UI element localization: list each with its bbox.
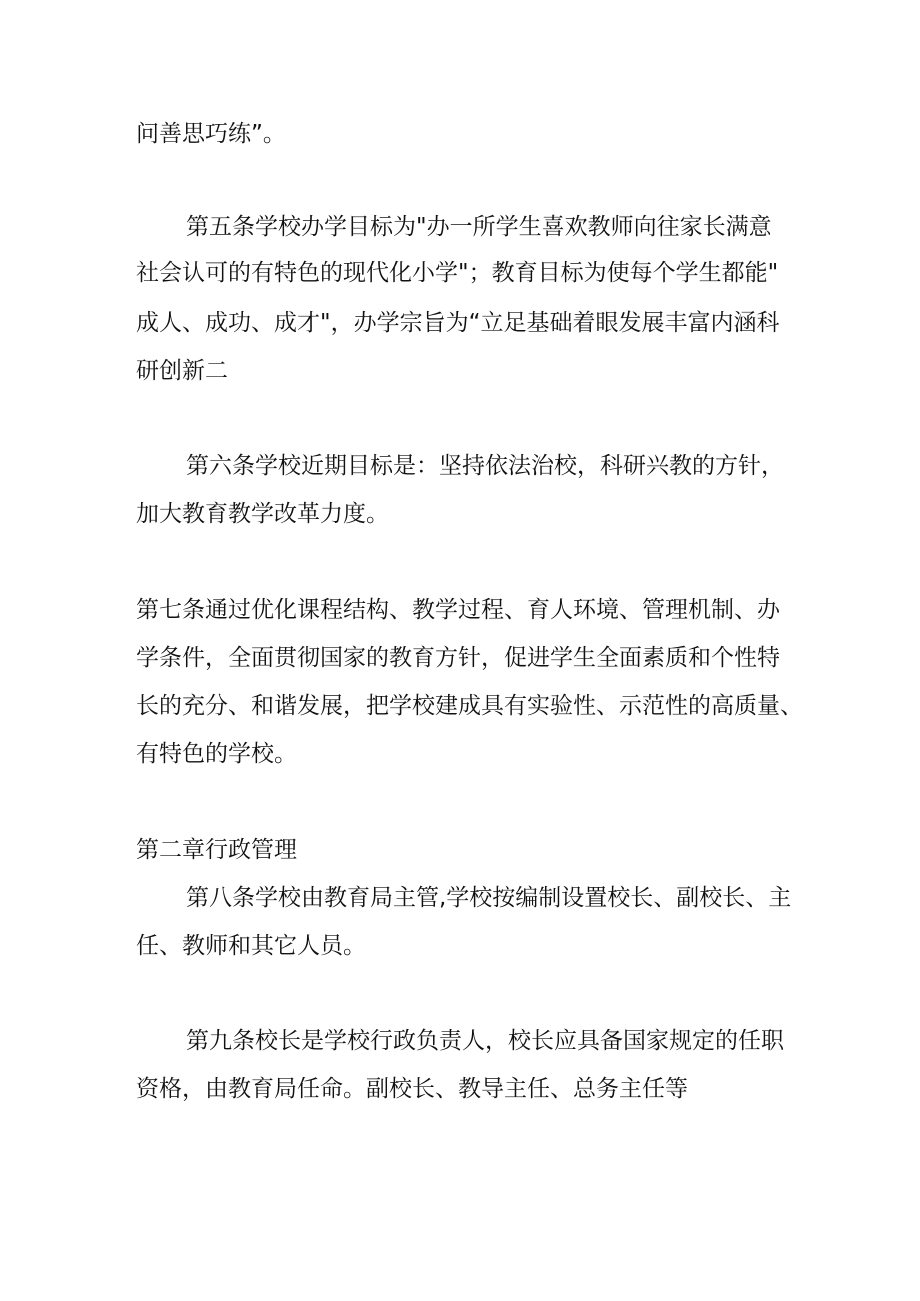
article-7-line-2: 学条件，全面贯彻国家的教育方针，促进学生全面素质和个性特 xyxy=(136,645,780,671)
article-7-line-4: 有特色的学校。 xyxy=(136,741,297,767)
article-5-line-4: 研创新二 xyxy=(136,358,228,384)
article-6-line-2: 加大教育教学改革力度。 xyxy=(136,501,389,527)
article-5-line-1: 第五条学校办学目标为"办一所学生喜欢教师向往家长满意 xyxy=(186,214,772,240)
article-5-line-3: 成人、成功、成才"，办学宗旨为“立足基础着眼发展丰富内涵科 xyxy=(136,310,780,336)
chapter-heading: 第二章行政管理 xyxy=(136,837,297,863)
article-9-line-2: 资格，由教育局任命。副校长、教导主任、总务主任等 xyxy=(136,1076,688,1102)
article-9-line-1: 第九条校长是学校行政负责人，校长应具备国家规定的任职 xyxy=(186,1028,784,1054)
article-8-line-1: 第八条学校由教育局主管,学校按编制设置校长、副校长、主 xyxy=(186,885,792,911)
article-7-line-3: 长的充分、和谐发展，把学校建成具有实验性、示范性的高质量、 xyxy=(136,693,803,719)
article-5-line-2: 社会认可的有特色的现代化小学"；教育目标为使每个学生都能" xyxy=(136,260,779,286)
article-7-line-1: 第七条通过优化课程结构、教学过程、育人环境、管理机制、办 xyxy=(136,597,780,623)
article-6-line-1: 第六条学校近期目标是：坚持依法治校，科研兴教的方针， xyxy=(186,453,784,479)
article-8-line-2: 任、教师和其它人员。 xyxy=(136,933,366,959)
text-line-1: 问善思巧练”。 xyxy=(136,121,286,147)
